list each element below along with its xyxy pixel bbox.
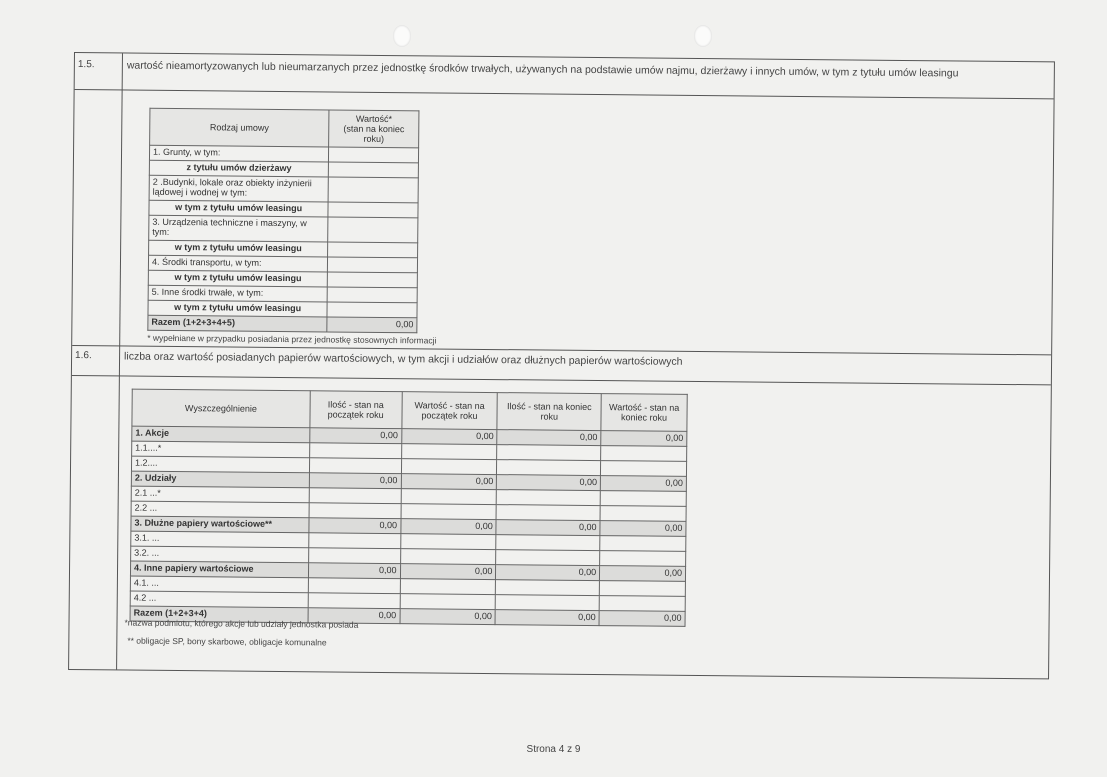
group-label: 1. Akcje [132,426,310,443]
group-label: 4. Inne papiery wartościowe [130,561,308,578]
item-label: 4.1. ... [130,576,308,593]
footnote-1-5: * wypełniane w przypadku posiadania przez jednostkę stosownych informacji [147,332,437,346]
row-label: 3. Urządzenia techniczne i maszyny, w tym: [149,215,328,242]
total-label: Razem (1+2+3+4+5) [148,315,327,332]
group-label: 2. Udziały [131,471,309,488]
section-title-1-6: liczba oraz wartość posiadanych papierów wartościowych, w tym akcji i udziałów oraz dłużnych papierów wartościowych [124,350,683,368]
header-wyszczegolnienie: Wyszczególnienie [132,389,310,428]
item-label: 1.2.... [131,456,309,473]
item-label: 3.2. ... [131,546,309,563]
footnote-1-6-b: ** obligacje SP, bony skarbowe, obligacje komunalne [127,635,327,648]
punch-hole [694,25,712,47]
header-rodzaj-umowy: Rodzaj umowy [150,108,330,147]
group-label: 3. Dłużne papiery wartościowe** [131,516,309,533]
item-label: 4.2 ... [130,591,308,608]
row-label: 4. Środki transportu, w tym: [148,255,327,272]
header-ilosc-koniec: Ilość - stan na koniec roku [497,393,601,431]
total-value: 0,00 [327,317,417,333]
item-label: 1.1....* [132,441,310,458]
row-label: 1. Grunty, w tym: [149,145,328,162]
leasing-table [147,108,419,334]
section-frame [68,52,1055,679]
punch-hole [393,25,411,47]
section-number-1-6: 1.6. [75,350,92,362]
item-label: 2.2 ... [131,501,309,518]
item-label: 2.1 ...* [131,486,309,503]
row-label: w tym z tytułu umów leasingu [149,240,328,257]
header-wartosc-poczatek: Wartość - stan na początek roku [401,392,497,430]
header-wartosc-koniec: Wartość - stan na koniec roku [601,394,687,432]
row-label: 5. Inne środki trwałe, w tym: [148,285,327,302]
item-label: 3.1. ... [131,531,309,548]
row-label: w tym z tytułu umów leasingu [148,300,327,317]
row-label: 2 .Budynki, lokale oraz obiekty inżynierii lądowej i wodnej w tym: [149,175,328,202]
header-wartosc: Wartość* (stan na koniec roku) [329,110,419,148]
section-title-1-5: wartość nieamortyzowanych lub nieumarzanych przez jednostkę środków trwałych, używanych na podstawie umów najmu, dzierżawy i innych umów, w tym z tytułu umów leasingu [126,59,959,80]
section-number-1-5: 1.5. [77,59,95,71]
row-label: w tym z tytułu umów leasingu [149,200,328,217]
header-ilosc-poczatek: Ilość - stan na początek roku [310,391,402,429]
footnote-1-6-a: *nazwa podmiotu, którego akcje lub udziały jednostka posiada [124,617,359,630]
page-number: Strona 4 z 9 [526,744,581,755]
total-label: Razem (1+2+3+4) [130,606,308,623]
securities-table: Wyszczególnienie Ilość - stan na początek roku Wartość - stan na początek roku Ilość - stan na koniec roku Wartość - stan na koniec roku 1. Akcje 0,00 0,00 0,00 0,00 1.1....* 1.2.... 2. Udziały 0,00 0,00 0,00 0,00 2.1 ...* 2.2 ... 3. Dłużne papiery wartościowe** 0,00 0,00 0,00 0,00 3.1. ... 3.2. ... 4. Inne papiery wartościowe 0,00 0,00 0,00 0,00 4.1. ... 4.2 ... Razem (1+2+3+4) 0,00 0,00 0,00 0,00 [130,389,688,627]
row-label: z tytułu umów dzierżawy [149,160,328,177]
row-label: w tym z tytułu umów leasingu [148,270,327,287]
